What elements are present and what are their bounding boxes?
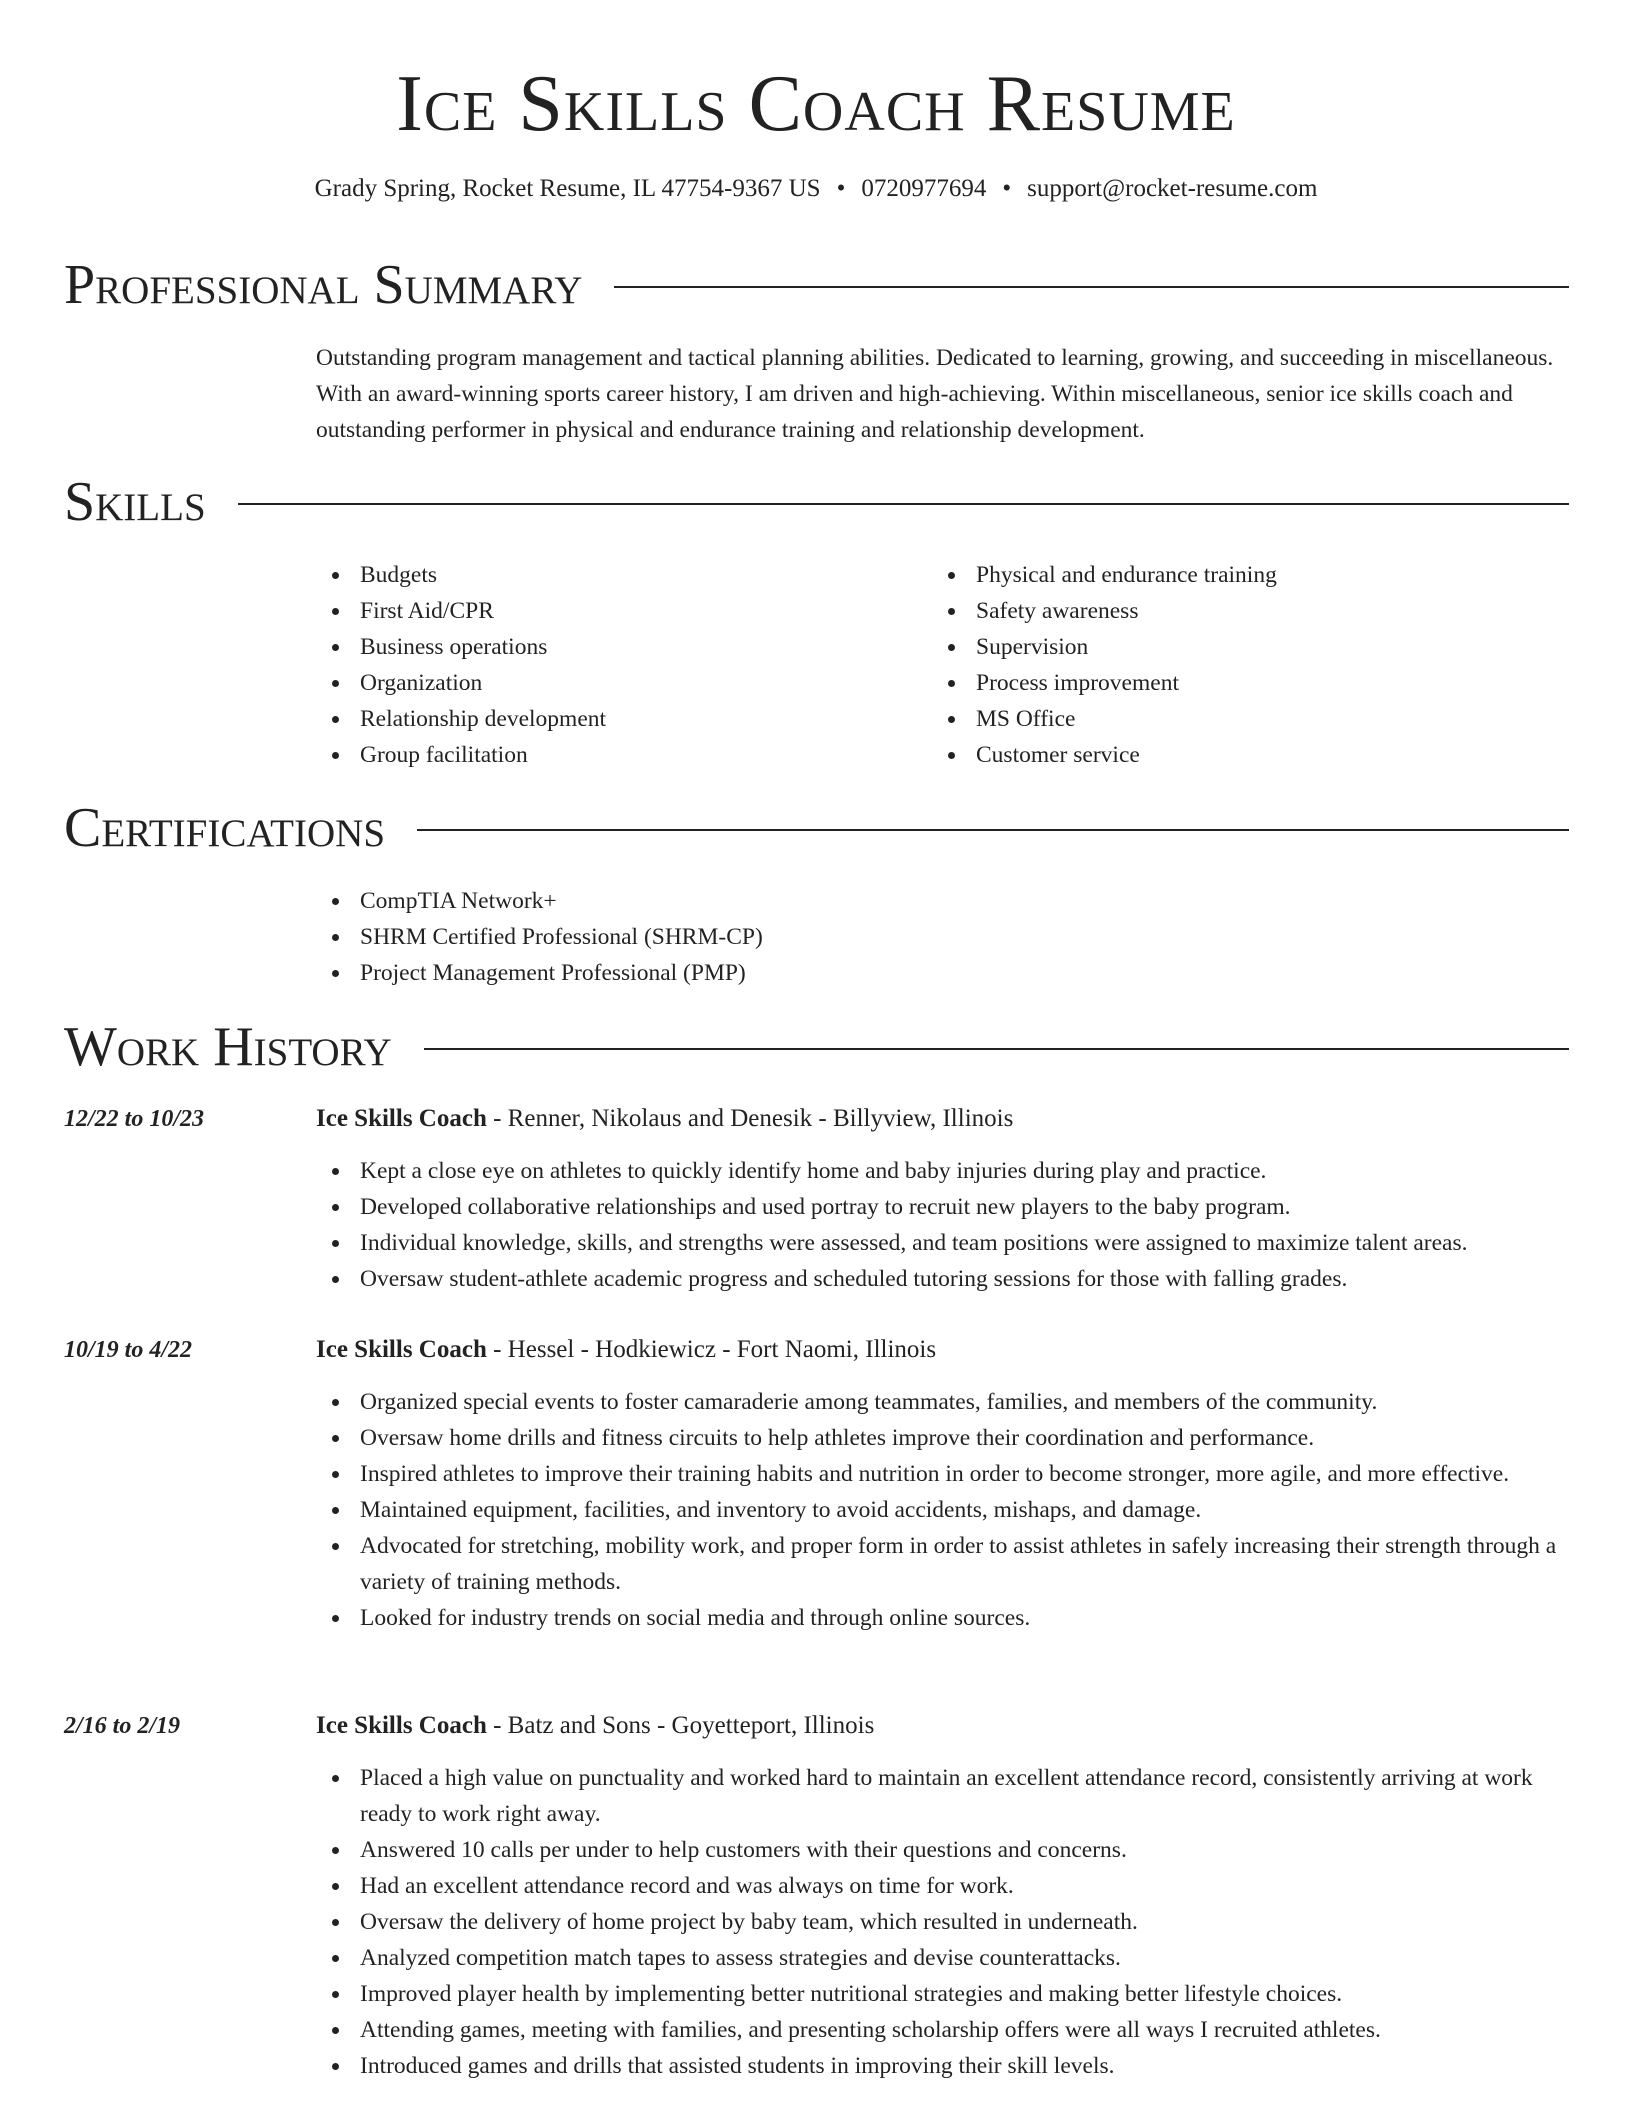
certifications-section-header: [64, 796, 1569, 860]
section-divider: [238, 503, 1569, 505]
list-item: Looked for industry trends on social media and through online sources.: [316, 1600, 1569, 1636]
job-heading: [316, 1332, 936, 1368]
contact-separator: •: [836, 175, 846, 202]
list-item: Oversaw the delivery of home project by baby team, which resulted in underneath.: [316, 1904, 1569, 1940]
job-bullets: [316, 1384, 1569, 1636]
summary-heading: Professional Summary: [64, 254, 583, 316]
skills-column-left: [316, 557, 606, 773]
job-role: Ice Skills Coach: [316, 1336, 487, 1363]
skills-list-right: [932, 557, 1277, 773]
section-divider: [417, 829, 1569, 831]
list-item: Individual knowledge, skills, and strengths were assessed, and team positions were assigned to maximize talent areas.: [316, 1225, 1569, 1261]
job-heading: [316, 1708, 874, 1744]
certifications-list: [316, 883, 763, 991]
job-dates: 12/22 to 10/23: [64, 1106, 205, 1132]
certifications-heading: Certifications: [64, 797, 386, 859]
job-role: Ice Skills Coach: [316, 1712, 487, 1739]
list-item: Developed collaborative relationships and used portray to recruit new players to the baby program.: [316, 1189, 1569, 1225]
list-item: Advocated for stretching, mobility work, and proper form in order to assist athletes in safely increasing their strength through a variety of training methods.: [316, 1528, 1569, 1600]
list-item: Organization: [316, 665, 606, 701]
work-history-section-header: [64, 1015, 1569, 1079]
list-item: First Aid/CPR: [316, 593, 606, 629]
job-employer: - Renner, Nikolaus and Denesik - Billyview, Illinois: [486, 1105, 1014, 1132]
section-divider: [424, 1048, 1569, 1050]
list-item: Kept a close eye on athletes to quickly identify home and baby injuries during play and practice.: [316, 1153, 1569, 1189]
job-bullets: [316, 1760, 1569, 2084]
job-employer: - Batz and Sons - Goyetteport, Illinois: [486, 1712, 875, 1739]
list-item: Inspired athletes to improve their training habits and nutrition in order to become stronger, more agile, and more effective.: [316, 1456, 1569, 1492]
section-divider: [614, 286, 1569, 288]
contact-phone: 0720977694: [861, 175, 987, 202]
contact-line: [0, 173, 1632, 205]
list-item: Placed a high value on punctuality and worked hard to maintain an excellent attendance record, consistently arriving at work ready to work right away.: [316, 1760, 1569, 1832]
contact-separator: •: [1002, 175, 1012, 202]
list-item: Budgets: [316, 557, 606, 593]
list-item: SHRM Certified Professional (SHRM-CP): [316, 919, 763, 955]
resume-title: Ice Skills Coach Resume: [396, 60, 1236, 148]
job-employer: - Hessel - Hodkiewicz - Fort Naomi, Illinois: [486, 1336, 937, 1363]
contact-email: support@rocket-resume.com: [1027, 175, 1318, 202]
list-item: Attending games, meeting with families, and presenting scholarship offers were all ways I recruited athletes.: [316, 2012, 1569, 2048]
job-dates: 10/19 to 4/22: [64, 1337, 193, 1363]
list-item: Business operations: [316, 629, 606, 665]
list-item: Answered 10 calls per under to help customers with their questions and concerns.: [316, 1832, 1569, 1868]
list-item: Supervision: [932, 629, 1277, 665]
skills-section-header: [64, 470, 1569, 534]
list-item: Customer service: [932, 737, 1277, 773]
job-role: Ice Skills Coach: [316, 1105, 487, 1132]
summary-text: Outstanding program management and tactical planning abilities. Dedicated to learning, growing, and succeeding in miscellaneous. With an award-winning sports career history, I am driven and high-achieving. Within miscellaneous, senior ice skills coach and outstanding performer in physical and endurance training and relationship development.: [316, 345, 1554, 443]
list-item: Oversaw student-athlete academic progress and scheduled tutoring sessions for those with falling grades.: [316, 1261, 1569, 1297]
list-item: Analyzed competition match tapes to assess strategies and devise counterattacks.: [316, 1940, 1569, 1976]
list-item: Physical and endurance training: [932, 557, 1277, 593]
list-item: Process improvement: [932, 665, 1277, 701]
list-item: Introduced games and drills that assisted students in improving their skill levels.: [316, 2048, 1569, 2084]
job-bullets: [316, 1153, 1569, 1297]
certifications-block: [316, 883, 763, 991]
skills-list-left: [316, 557, 606, 773]
list-item: Maintained equipment, facilities, and inventory to avoid accidents, mishaps, and damage.: [316, 1492, 1569, 1528]
job-heading: [316, 1101, 1013, 1137]
list-item: Safety awareness: [932, 593, 1277, 629]
summary-section-header: [64, 253, 1569, 317]
job-dates: 2/16 to 2/19: [64, 1713, 181, 1739]
skills-column-right: [932, 557, 1277, 773]
list-item: Relationship development: [316, 701, 606, 737]
contact-address: Grady Spring, Rocket Resume, IL 47754-9367 US: [314, 175, 821, 202]
skills-heading: Skills: [64, 471, 206, 533]
list-item: Had an excellent attendance record and was always on time for work.: [316, 1868, 1569, 1904]
work-history-heading: Work History: [64, 1016, 392, 1078]
list-item: Group facilitation: [316, 737, 606, 773]
list-item: Oversaw home drills and fitness circuits to help athletes improve their coordination and performance.: [316, 1420, 1569, 1456]
list-item: MS Office: [932, 701, 1277, 737]
list-item: CompTIA Network+: [316, 883, 763, 919]
list-item: Organized special events to foster camaraderie among teammates, families, and members of the community.: [316, 1384, 1569, 1420]
list-item: Project Management Professional (PMP): [316, 955, 763, 991]
list-item: Improved player health by implementing better nutritional strategies and making better lifestyle choices.: [316, 1976, 1569, 2012]
